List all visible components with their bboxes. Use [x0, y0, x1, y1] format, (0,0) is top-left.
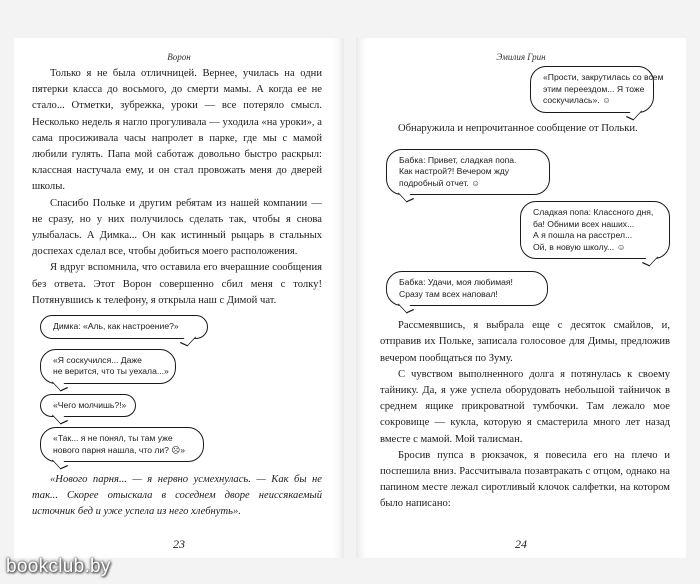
- right-page: [356, 38, 686, 558]
- paragraph: Я вдруг вспомнила, что оставила его вчерашние сообщения без ответа. Этот Ворон совершенно сбил меня с толку! Потянувшись к телефону, я открыла наш с Димой чат.: [32, 262, 322, 306]
- paragraph: Рассмеявшись, я выбрала еще с десяток смайлов, и, отправив их Польке, записала голосовое для Димы, предложив вечером пообщаться по Зуму.: [380, 320, 670, 364]
- chat-bubble: [520, 201, 670, 259]
- bubble-line: Димка: «Аль, как настроение?»: [53, 321, 179, 332]
- chat-bubble: [40, 394, 136, 418]
- right-text-column: [380, 66, 670, 513]
- chat-bubble: [386, 271, 548, 306]
- bubble-line: «Прости, закрутилась со всем: [543, 72, 664, 82]
- chat-bubble: [386, 149, 550, 196]
- bubble-line: этим переездом... Я тоже: [543, 83, 645, 94]
- page-number-right: 24: [515, 537, 527, 551]
- left-text-column: [32, 66, 322, 521]
- bubble-line: «Чего молчишь?!»: [53, 399, 127, 410]
- paragraph: Обнаружила и непрочитанное сообщение от Польки.: [398, 122, 638, 134]
- paragraph: Бросив пупса в рюкзачок, я повесила его на плечо и поспешила вниз. Рассчитывала позавтракать с отцом, однако на папином месте лежал сиротливый клочок салфетки, на котором было написано:: [380, 449, 670, 510]
- bubble-line: «Я соскучился... Даже: [53, 354, 142, 365]
- paragraph: Спасибо Польке и другим ребятам из нашей компании — не сразу, но у них получилось сделать так, чтобы я снова улыбалась. А Димка... Он как истинный рыцарь в стальных доспехах сделал все, чтобы добиться моего расположения.: [32, 197, 322, 258]
- chat-bubble: [40, 315, 208, 339]
- bubble-line: А я пошла на расстрел...: [533, 230, 633, 241]
- bubble-line: не верится, что ты уехала...»: [53, 366, 169, 377]
- chat-bubble: [40, 427, 204, 462]
- bubble-line: «Так... я не понял, ты там уже: [53, 433, 173, 444]
- bubble-line: соскучилась». ☺: [543, 95, 611, 105]
- page-number-left: 23: [173, 537, 185, 551]
- running-head-right: Эмилия Грин: [496, 52, 546, 62]
- bubble-line: Ой, в новую школу... ☺: [533, 241, 626, 252]
- running-head-left: Ворон: [167, 52, 191, 62]
- bubble-line: нового парня нашла, что ли? ☹»: [53, 444, 186, 455]
- paragraph: С чувством выполненного долга я потянулась к своему тайнику. Да, я уже успела оборудовать небольшой тайничок в среднем ящике прикроватной тумбочки. Там лежало мое сокровище — кукла, которую я смастерила много лет назад вместе с мамой. Мой талисман.: [380, 368, 670, 445]
- bubble-line: подробный отчет. ☺: [399, 177, 480, 188]
- bubble-line: Бабка: Привет, сладкая попа.: [399, 154, 517, 165]
- bubble-line: Бабка: Удачи, моя любимая!: [399, 277, 513, 288]
- chat-bubble: [40, 349, 176, 384]
- bubble-line: Как настрой?! Вечером жду: [399, 166, 510, 177]
- left-page: [14, 38, 344, 558]
- bubble-line: ба! Обними всех наших...: [533, 218, 635, 229]
- bubble-line: Сладкая попа: Классного дня,: [533, 207, 654, 218]
- paragraph: «Нового парня... — я нервно усмехнулась. — Как бы не так... Скорее отыскала в соседнем дворе неиссякаемый источник бед и уже успела из него хлебнуть».: [32, 474, 322, 518]
- watermark-logo: bookclub.by: [6, 556, 111, 577]
- paragraph: Только я не была отличницей. Вернее, училась на одни пятерки класса до восьмого, до смерти мамы. А когда ее не стало... Отметки, зубрежка, уроки — все потеряло смысл. Несколько недель я нагло прогуливала — уходила «на уроки», а сама просиживала часы напролет в парке, где мы с мамой любили гулять. Папа мой саботаж довольно быстро раскрыл: классная настучала ему, и он стал провожать меня до дверей школы.: [32, 68, 322, 193]
- chat-bubble: [530, 66, 664, 113]
- bubble-line: Сразу там всех наповал!: [399, 288, 498, 299]
